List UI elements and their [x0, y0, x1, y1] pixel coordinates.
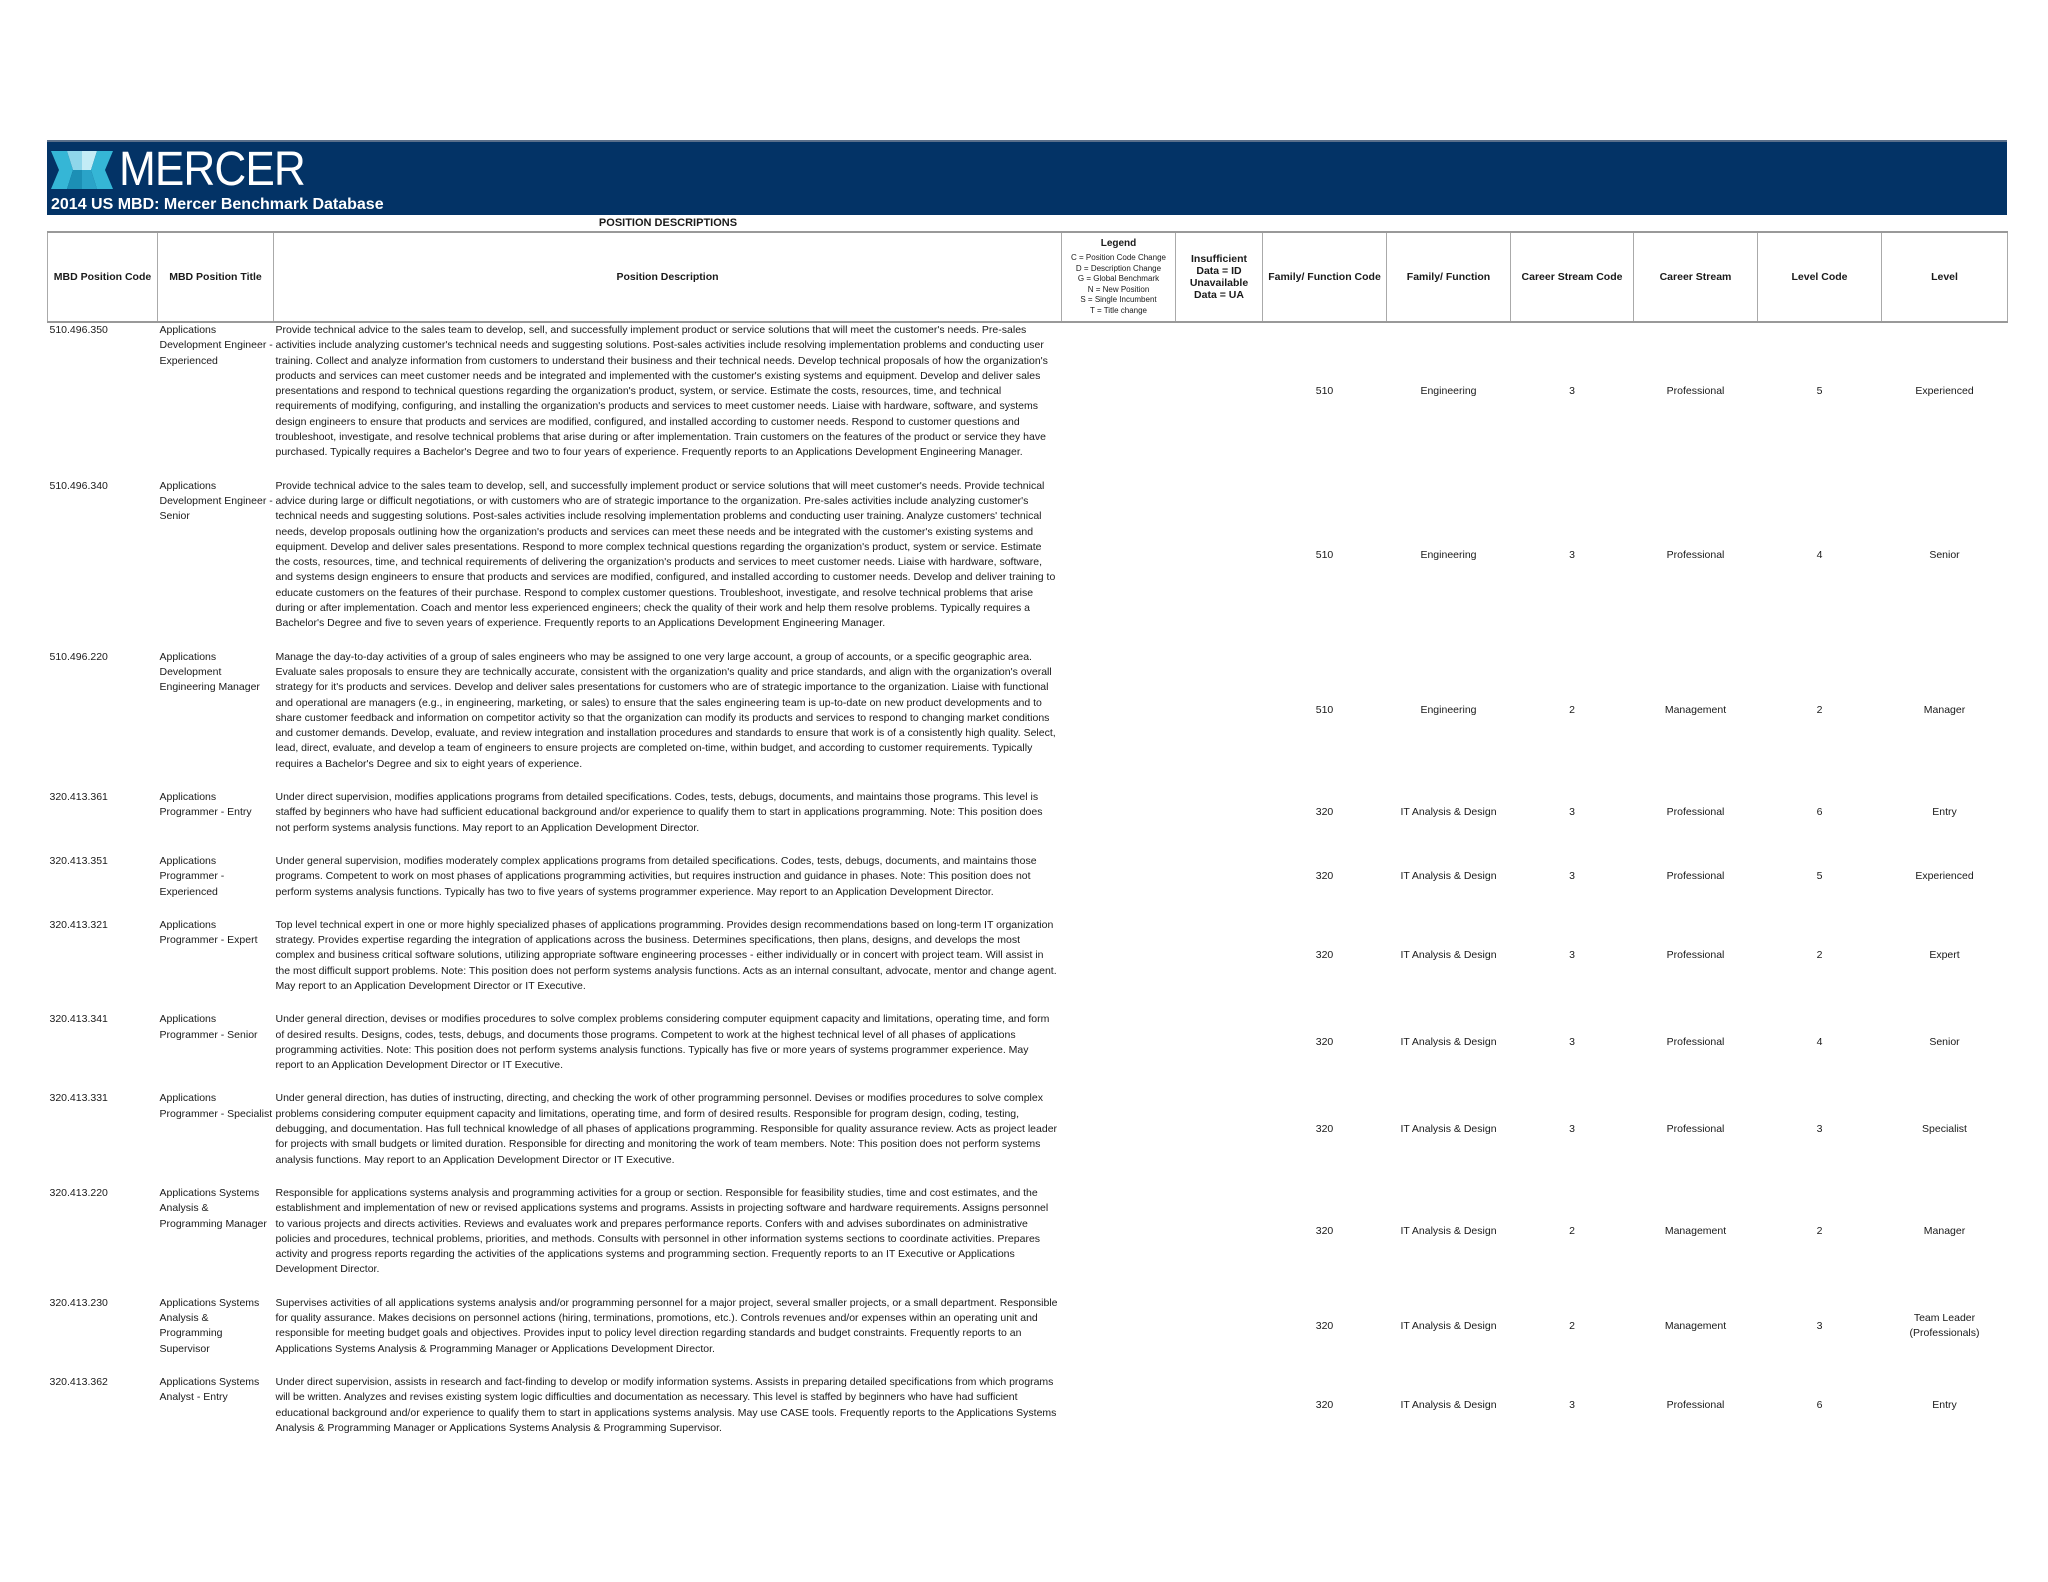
career-stream-code: 2 — [1569, 1319, 1575, 1332]
legend-cell — [1062, 790, 1176, 854]
family-function: IT Analysis & Design — [1400, 949, 1497, 962]
position-table — [47, 231, 2008, 1454]
position-code: 510.496.220 — [49, 650, 108, 663]
position-title: Applications Systems Analyst - Entry — [159, 1375, 260, 1404]
family-code: 320 — [1315, 1036, 1334, 1049]
career-stream: Professional — [1666, 1123, 1725, 1136]
table-row — [48, 1186, 2008, 1296]
mercer-logo-icon — [51, 147, 113, 193]
career-stream: Professional — [1666, 385, 1725, 398]
family-code: 320 — [1315, 1398, 1334, 1411]
career-stream: Professional — [1666, 1398, 1725, 1411]
career-stream-code: 3 — [1569, 1036, 1575, 1049]
insufficient-cell — [1176, 1091, 1263, 1185]
position-description: Under general supervision, modifies moderately complex applications programs from detailed specifications. Codes, tests, debugs, documents, and maintains those programs. Competent to work on most phases of applications programming activities, but requires instruction and guidance in phases. Note: This position does not perform systems analysis functions. Typically has two to five years of systems programmer experience. May report to an Application Development Director. — [275, 854, 1037, 898]
insufficient-cell — [1176, 1375, 1263, 1454]
family-function: IT Analysis & Design — [1400, 1225, 1497, 1238]
insufficient-line: Data = ID — [1196, 265, 1242, 277]
legend-line: G = Global Benchmark — [1077, 274, 1160, 283]
table-row — [48, 1012, 2008, 1091]
level: Manager — [1923, 704, 1966, 717]
header-legend — [1062, 232, 1176, 322]
insufficient-cell — [1176, 1186, 1263, 1296]
header-description: Position Description — [274, 232, 1062, 322]
legend-cell — [1062, 1186, 1176, 1296]
level-code: 4 — [1816, 1036, 1823, 1049]
insufficient-cell — [1176, 918, 1263, 1012]
position-code: 320.413.331 — [49, 1092, 108, 1105]
legend-line: N = New Position — [1087, 284, 1150, 294]
position-description: Under direct supervision, modifies applications programs from detailed specifications. Codes, tests, debugs, documents, and maintains those programs. This level is staffed by beginners who have had sufficient educational background and/or experience to qualify them to start in applications programming. Note: This position does not perform systems analysis functions. May report to an Application Development Director. — [275, 791, 1043, 834]
table-row — [48, 1375, 2008, 1454]
table-row — [48, 918, 2008, 1012]
position-description: Supervises activities of all applications systems analysis and/or programming personnel for a major project, several smaller projects, or a small department. Responsible for quality assurance. Makes decisions on personnel actions (hiring, terminations, promotions, etc.). Controls revenues and/or expenses within an operating unit and responsible for meeting budget goals and objectives. Provides input to policy level direction regarding standards and budget constraints. Frequently reports to an Applications Systems Analysis & Programming Manager or Applications Development Director. — [275, 1296, 1058, 1355]
career-stream: Professional — [1666, 949, 1725, 962]
position-code: 320.413.321 — [49, 918, 108, 931]
career-stream-code: 3 — [1569, 385, 1575, 398]
level-code: 4 — [1816, 548, 1823, 561]
legend-cell — [1062, 479, 1176, 650]
career-stream: Management — [1664, 1319, 1727, 1332]
header-stream-code: Career Stream Code — [1511, 232, 1634, 322]
table-row — [48, 790, 2008, 854]
position-code: 320.413.361 — [49, 791, 108, 804]
level: Senior — [1929, 1036, 1960, 1049]
table-row — [48, 479, 2008, 650]
level: Experienced — [1915, 385, 1974, 398]
legend-cell — [1062, 918, 1176, 1012]
position-description: Manage the day-to-day activities of a group of sales engineers who may be assigned to one very large account, a group of accounts, or a specific geographic area. Evaluate sales proposals to ensure they are technically accurate, consistent with the organization's quality and price standards, and align with the organization's overall strategy for it's products and services. Develop and deliver sales presentations for customers who are of strategic importance to the organization. Liaise with functional and operational are managers (e.g., in engineering, marketing, or sales) to ensure that the sales engineering team is up-to-date on new product developments and to share customer feedback and information on competitor activity so that the organization can modify its products and services to respond to changing market conditions and customer demands. Develop, evaluate, and review integration and installation procedures and standards to ensure that work is of a consistently high quality. Select, lead, direct, evaluate, and develop a team of engineers to ensure projects are completed on-time, within budget, and according to customer requirements. Typically requires a Bachelor's Degree and six to eight years of experience. — [275, 650, 1056, 770]
family-function: IT Analysis & Design — [1400, 1123, 1497, 1136]
insufficient-cell — [1176, 1012, 1263, 1091]
family-code: 510 — [1315, 385, 1334, 398]
position-title: Applications Development Engineer - Senior — [159, 479, 273, 523]
level-code: 6 — [1816, 1398, 1823, 1411]
table-row — [48, 650, 2008, 790]
career-stream: Professional — [1666, 1036, 1725, 1049]
insufficient-line: Data = UA — [1194, 289, 1244, 301]
legend-line: T = Title change — [1090, 305, 1147, 315]
position-description: Under general direction, has duties of instructing, directing, and checking the work of other programming personnel. Devises or modifies procedures to solve complex problems considering computer equipment capacity and limitations, operating time, and form of desired results. Responsible for program design, coding, testing, debugging, and documentation. Has full technical knowledge of all phases of applications programming. Responsible for quality assurance review. Acts as project leader for projects with small budgets or limited duration. Responsible for directing and monitoring the work of team members. Note: This position does not perform systems analysis functions. May report to an Application Development Director or IT Executive. — [275, 1092, 1058, 1166]
position-title: Applications Systems Analysis & Programming Manager — [159, 1186, 267, 1230]
level-code: 5 — [1816, 870, 1823, 883]
insufficient-cell — [1176, 479, 1263, 650]
insufficient-cell — [1176, 790, 1263, 854]
position-description: Under general direction, devises or modifies procedures to solve complex problems considering computer equipment capacity and limitations, operating time, and form of desired results. Designs, codes, tests, debugs, and documents those programs. Competent to work at the highest technical level of all phases of applications programming activities. Note: This position does not perform systems analysis functions. Typically has five or more years of systems programmer experience. May report to an Application Development Director or IT Executive. — [275, 1013, 1050, 1072]
family-function: Engineering — [1420, 704, 1477, 717]
insufficient-cell — [1176, 1296, 1263, 1375]
family-code: 510 — [1315, 704, 1334, 717]
level: Senior — [1929, 548, 1960, 561]
header-family-code: Family/ Function Code — [1263, 232, 1387, 322]
level-code: 2 — [1816, 949, 1823, 962]
legend-cell — [1062, 1296, 1176, 1375]
level: Entry — [1932, 806, 1957, 819]
career-stream-code: 3 — [1569, 548, 1575, 561]
legend-cell — [1062, 1012, 1176, 1091]
header-level-code: Level Code — [1758, 232, 1882, 322]
family-function: Engineering — [1420, 385, 1477, 398]
position-title: Applications Programmer - Expert — [159, 918, 258, 947]
insufficient-cell — [1176, 322, 1263, 479]
position-description: Top level technical expert in one or more highly specialized phases of applications programming. Provides design recommendations based on long-term IT organization strategy. Provides expertise regarding the integration of applications across the business. Determines specifications, then plans, designs, and develops the most complex and business critical software solutions, utilizing appropriate software engineering processes - either individually or in concert with project team. Will assist in the most difficult support problems. Note: This position does not perform systems analysis functions. Acts as an internal consultant, advocate, mentor and change agent. May report to an Application Development Director or IT Executive. — [275, 918, 1057, 992]
career-stream-code: 2 — [1569, 1225, 1575, 1238]
family-code: 320 — [1315, 806, 1334, 819]
position-title: Applications Programmer - Entry — [159, 791, 252, 819]
career-stream: Management — [1664, 1225, 1727, 1238]
level: Specialist — [1922, 1123, 1967, 1136]
family-code: 320 — [1315, 1319, 1334, 1332]
level-code: 2 — [1816, 1225, 1823, 1238]
table-row — [48, 1091, 2008, 1185]
family-code: 510 — [1315, 548, 1334, 561]
header-family: Family/ Function — [1387, 232, 1511, 322]
insufficient-cell — [1176, 650, 1263, 790]
position-title: Applications Programmer - Senior — [159, 1013, 258, 1041]
level: Expert — [1929, 949, 1960, 962]
family-function: IT Analysis & Design — [1400, 1319, 1497, 1332]
family-code: 320 — [1315, 949, 1334, 962]
position-code: 320.413.230 — [49, 1296, 108, 1309]
logo-text: MERCER — [119, 143, 305, 196]
position-title: Applications Systems Analysis & Programming Supervisor — [159, 1296, 260, 1355]
level: Manager — [1923, 1225, 1966, 1238]
header-insufficient — [1176, 232, 1263, 322]
level: Entry — [1932, 1398, 1957, 1411]
career-stream: Professional — [1666, 806, 1725, 819]
career-stream-code: 3 — [1569, 1398, 1575, 1411]
header-stream: Career Stream — [1634, 232, 1758, 322]
position-code: 320.413.362 — [49, 1375, 108, 1388]
position-description: Under direct supervision, assists in research and fact-finding to develop or modify information systems. Assists in preparing detailed specifications from which programs will be written. Analyzes and revises existing system logic difficulties and documentation as necessary. This level is staffed by beginners who have had sufficient educational background and/or experience to qualify them to start in applications systems analysis. May use CASE tools. Frequently reports to the Applications Systems Analysis & Programming Manager or Applications Systems Analysis & Programming Supervisor. — [275, 1375, 1057, 1434]
family-function: Engineering — [1420, 548, 1477, 561]
legend-cell — [1062, 650, 1176, 790]
position-title: Applications Development Engineer - Experienced — [159, 324, 273, 367]
table-header-row — [48, 232, 2008, 322]
position-title: Applications Programmer - Specialist — [159, 1092, 273, 1120]
career-stream-code: 2 — [1569, 704, 1575, 717]
position-description: Responsible for applications systems analysis and programming activities for a group or section. Responsible for feasibility studies, time and cost estimates, and the establishment and implementation of new or revised applications systems and programs. Assists in projecting software and hardware requirements. Assigns personnel to various projects and directs activities. Reviews and evaluates work and prepares performance reports. Confers with and advises subordinates on administrative policies and procedures, technical problems, priorities, and methods. Consults with personnel in other information systems sections to coordinate activities. Prepares activity and progress reports regarding the activities of the applications systems and programming section. Frequently reports to an IT Executive or Applications Development Director. — [275, 1186, 1049, 1276]
family-code: 320 — [1315, 870, 1334, 883]
level-code: 3 — [1816, 1123, 1823, 1136]
position-title: Applications Programmer - Experienced — [159, 854, 225, 898]
insufficient-line: Unavailable — [1189, 277, 1249, 289]
legend-cell — [1062, 1375, 1176, 1454]
family-function: IT Analysis & Design — [1400, 1398, 1497, 1411]
family-function: IT Analysis & Design — [1400, 870, 1497, 883]
legend-cell — [1062, 1091, 1176, 1185]
legend-body — [1064, 253, 1173, 316]
header-banner — [47, 140, 2007, 215]
position-title: Applications Development Engineering Manager — [159, 650, 260, 694]
position-code: 510.496.340 — [49, 479, 108, 492]
position-description: Provide technical advice to the sales team to develop, sell, and successfully implement product or service solutions that will meet customer's needs. Provide technical advice during large or difficult negotiations, or with customers who are of strategic importance to the organization. Pre-sales activities include analyzing customer's technical needs and suggesting solutions. Post-sales activities include resolving implementation problems and conducting user training. Analyze customers' technical needs, develop proposals outlining how the organization's products and services can meet these needs and be integrated with the customer's existing systems and equipment. Develop and deliver sales presentations. Respond to more complex technical questions regarding the organization's product, system or service. Estimate the costs, resources, time, and technical requirements of delivering the organization's products and services to meet customer needs. Liaise with hardware, software, and systems design engineers to ensure that products and services are modified, configured, and installed according to customer needs. Develop and deliver training to educate customers on the features of their purchase. Respond to complex customer questions. Troubleshoot, investigate, and resolve technical problems that arise during or after implementation. Coach and mentor less experienced engineers; check the quality of their work and help them resolve problems. Typically requires a Bachelor's Degree and five to seven years of experience. Frequently reports to an Applications Development Engineering Manager. — [275, 479, 1056, 630]
position-code: 320.413.351 — [49, 854, 108, 867]
family-code: 320 — [1315, 1225, 1334, 1238]
table-body — [48, 322, 2008, 1454]
family-code: 320 — [1315, 1123, 1334, 1136]
level-code: 3 — [1816, 1319, 1823, 1332]
career-stream-code: 3 — [1569, 870, 1575, 883]
level: Team Leader (Professionals) — [1909, 1312, 1980, 1340]
legend-line: C = Position Code Change — [1071, 253, 1166, 262]
family-function: IT Analysis & Design — [1400, 806, 1497, 819]
section-title: POSITION DESCRIPTIONS — [598, 217, 738, 229]
career-stream-code: 3 — [1569, 806, 1575, 819]
level-code: 2 — [1816, 704, 1823, 717]
mercer-logo — [51, 143, 321, 196]
career-stream-code: 3 — [1569, 949, 1575, 962]
career-stream: Professional — [1666, 548, 1725, 561]
legend-title: Legend — [1100, 238, 1137, 249]
career-stream: Professional — [1666, 870, 1725, 883]
header-code: MBD Position Code — [48, 232, 158, 322]
family-function: IT Analysis & Design — [1400, 1036, 1497, 1049]
insufficient-line: Insufficient — [1190, 253, 1247, 265]
legend-line: D = Description Change — [1075, 263, 1162, 273]
insufficient-cell — [1176, 854, 1263, 918]
level-code: 6 — [1816, 806, 1823, 819]
legend-line: S = Single Incumbent — [1080, 295, 1157, 304]
level-code: 5 — [1816, 385, 1823, 398]
database-title: 2014 US MBD: Mercer Benchmark Database — [51, 196, 384, 213]
legend-cell — [1062, 854, 1176, 918]
position-code: 510.496.350 — [49, 324, 108, 336]
level: Experienced — [1915, 870, 1974, 883]
header-title: MBD Position Title — [158, 232, 274, 322]
legend-cell — [1062, 322, 1176, 479]
table-row — [48, 1296, 2008, 1375]
career-stream-code: 3 — [1569, 1123, 1575, 1136]
position-code: 320.413.341 — [49, 1013, 108, 1026]
position-code: 320.413.220 — [49, 1186, 108, 1199]
header-level: Level — [1882, 232, 2008, 322]
position-description: Provide technical advice to the sales team to develop, sell, and successfully implement product or service solutions that will meet the customer's needs. Pre-sales activities include analyzing customer's technical needs and suggesting solutions. Post-sales activities include resolving implementation problems and conducting user training. Collect and analyze information from customers to understand their business and their technical needs. Develop technical proposals of how the organization's products and services can meet customer needs and be integrated and implemented with the customer's existing systems and equipment. Develop and deliver sales presentations and respond to technical questions regarding the organization's product, system, or service. Estimate the costs, resources, time, and technical requirements of modifying, configuring, and installing the organization's products and services to meet customer needs. Liaise with hardware, software, and systems design engineers to ensure that products and services are modified, configured, and installed according to customer needs. Respond to customer questions and troubleshoot, investigate, and resolve technical problems that arise during or after implementation. Train customers on the features of the product or service they have purchased. Typically requires a Bachelor's Degree and two to four years of experience. Frequently reports to an Applications Development Engineering Manager. — [275, 324, 1048, 459]
table-row — [48, 322, 2008, 479]
table-row — [48, 854, 2008, 918]
career-stream: Management — [1664, 704, 1727, 717]
